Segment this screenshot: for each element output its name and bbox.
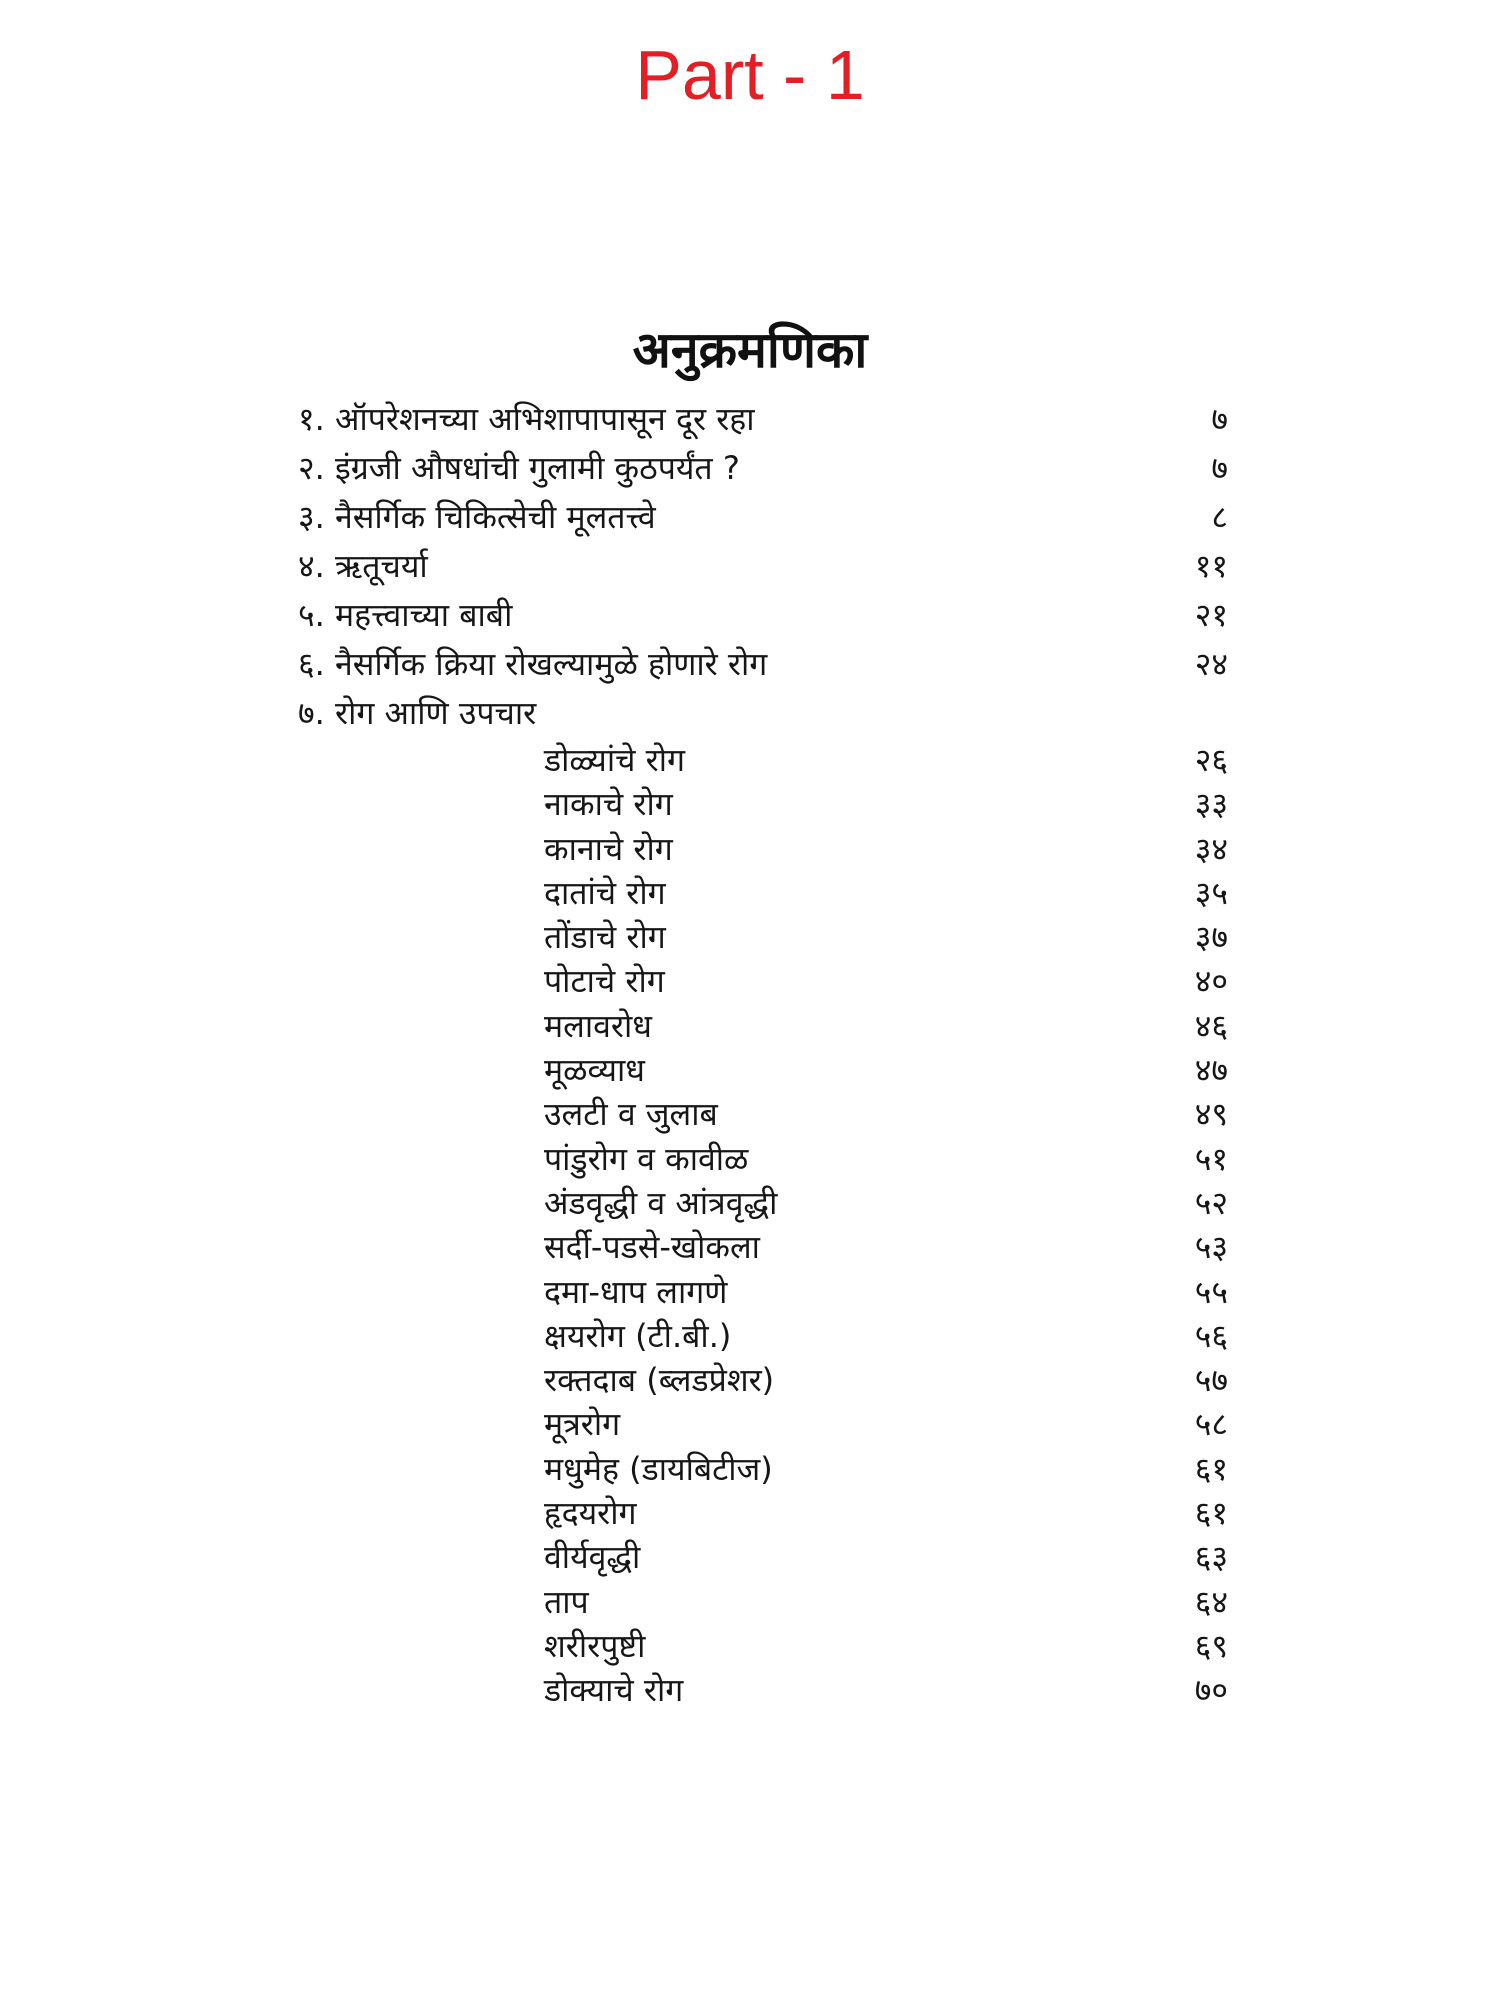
toc-sub-item-label: अंडवृद्धी व आंत्रवृद्धी [544,1183,778,1222]
toc-sub-item [0,915,1500,959]
toc-chapter-page: ११ [1194,547,1228,585]
toc-chapter-page: २४ [1194,645,1228,683]
toc-sub-item-page: ६१ [1194,1449,1228,1488]
toc-sub-item [0,1447,1500,1491]
part-label: Part - 1 [635,36,865,114]
toc-chapter-label: ५. महत्त्वाच्या बाबी [298,596,513,634]
toc-sub-item-page: ४६ [1194,1006,1228,1045]
toc-sub-item-page: ३३ [1194,785,1228,824]
toc-sub-item-page: ५३ [1194,1228,1228,1267]
toc-chapter [0,689,1500,738]
toc-sub-item-page: ३७ [1194,918,1228,957]
toc-sub-item [0,738,1500,782]
toc-sub-item-label: वीर्यवृद्धी [544,1538,641,1577]
toc-sub-item [0,1004,1500,1048]
toc-chapter [0,395,1500,444]
toc-sub-item [0,1092,1500,1136]
toc-sub-item-page: ४७ [1194,1051,1228,1090]
toc-sub-item-page: ३५ [1194,873,1228,912]
toc-sub-item-page: २६ [1194,741,1228,779]
toc-sub-item-label: दमा-धाप लागणे [544,1272,728,1311]
toc-sub-item-page: ५५ [1194,1272,1228,1311]
toc-sub-item-label: रक्तदाब (ब्लडप्रेशर) [544,1361,775,1400]
toc-sub-item-page: ६३ [1194,1538,1228,1577]
toc-sub-item [0,1048,1500,1092]
toc-sub-item [0,1402,1500,1446]
toc-sub-item [0,871,1500,915]
toc-chapter-page: ७ [1211,449,1228,487]
toc-chapter-label: २. इंग्रजी औषधांची गुलामी कुठपर्यंत ? [298,449,740,487]
toc-sub-item [0,1624,1500,1668]
toc-sub-item [0,1491,1500,1535]
toc-sub-item-label: मधुमेह (डायबिटीज) [544,1449,773,1488]
toc-chapter-page: २१ [1194,596,1228,634]
toc-sub-item-label: कानाचे रोग [544,829,673,868]
toc-sub-item-page: ७० [1194,1671,1228,1710]
toc-chapter-label: ४. ऋतूचर्या [298,547,428,585]
toc-sub-item [0,1270,1500,1314]
toc-sub-item-label: क्षयरोग (टी.बी.) [544,1316,732,1355]
toc-sub-item-page: ६९ [1194,1626,1228,1665]
toc-sub-item-label: मलावरोध [544,1006,652,1045]
toc-chapter-label: ७. रोग आणि उपचार [298,694,537,732]
toc-sub-item-page: ५१ [1194,1139,1228,1178]
toc-sub-item [0,1358,1500,1402]
toc-sub-item-label: मूळव्याध [544,1051,645,1090]
toc-sub-item-page: ५२ [1194,1183,1228,1222]
toc-sub-item-label: पांडुरोग व कावीळ [544,1139,749,1178]
toc-chapter-label: १. ऑपरेशनच्या अभिशापापासून दूर रहा [298,400,755,438]
toc-chapter [0,493,1500,542]
toc-sub-item-label: सर्दी-पडसे-खोकला [544,1228,760,1267]
toc-sub-item-label: ताप [544,1582,589,1621]
toc-chapter [0,542,1500,591]
toc-sub-item [0,1314,1500,1358]
toc-sub-item-page: ४९ [1194,1095,1228,1134]
toc-sub-item-label: मूत्ररोग [544,1405,621,1444]
toc-chapter [0,591,1500,640]
toc-chapter-label: ६. नैसर्गिक क्रिया रोखल्यामुळे होणारे रोग [298,645,768,683]
toc-sub-item-label: नाकाचे रोग [544,785,673,824]
toc-title: अनुक्रमणिका [632,321,868,379]
toc-sub-item-label: तोंडाचे रोग [544,918,666,957]
toc-subsection [0,738,1500,1713]
toc-sub-item-label: डोळ्यांचे रोग [544,741,686,779]
toc-sub-list [0,738,1500,1713]
toc-sub-item-page: ५६ [1194,1316,1228,1355]
toc-sub-item [0,1181,1500,1225]
toc-sub-item-label: पोटाचे रोग [544,962,665,1001]
toc-chapter-page: ८ [1211,498,1228,536]
toc-sub-item [0,1137,1500,1181]
toc-sub-item-label: हृदयरोग [544,1494,637,1533]
toc-sub-item [0,1225,1500,1269]
toc-chapter-label: ३. नैसर्गिक चिकित्सेची मूलतत्त्वे [298,498,656,536]
toc-sub-item [0,959,1500,1003]
toc-sub-item-page: ६४ [1194,1582,1228,1621]
toc-chapter [0,640,1500,689]
toc-chapter [0,444,1500,493]
toc-sub-item [0,782,1500,826]
toc-sub-item [0,1535,1500,1579]
toc-sub-item [0,1668,1500,1712]
toc-sub-item [0,1580,1500,1624]
toc-sub-item-label: शरीरपुष्टी [544,1626,646,1665]
toc-sub-item-page: ५८ [1194,1405,1228,1444]
toc-sub-item-label: डोक्याचे रोग [544,1671,684,1710]
toc-sub-item-label: दातांचे रोग [544,873,666,912]
toc-list [0,395,1500,1713]
toc-sub-item [0,827,1500,871]
toc-sub-item-page: ६१ [1194,1494,1228,1533]
toc-sub-item-page: ५७ [1194,1361,1228,1400]
toc-sub-item-page: ४० [1194,962,1228,1001]
toc-chapter-page: ७ [1211,400,1228,438]
toc-sub-item-page: ३४ [1194,829,1228,868]
toc-sub-item-label: उलटी व जुलाब [544,1095,718,1134]
